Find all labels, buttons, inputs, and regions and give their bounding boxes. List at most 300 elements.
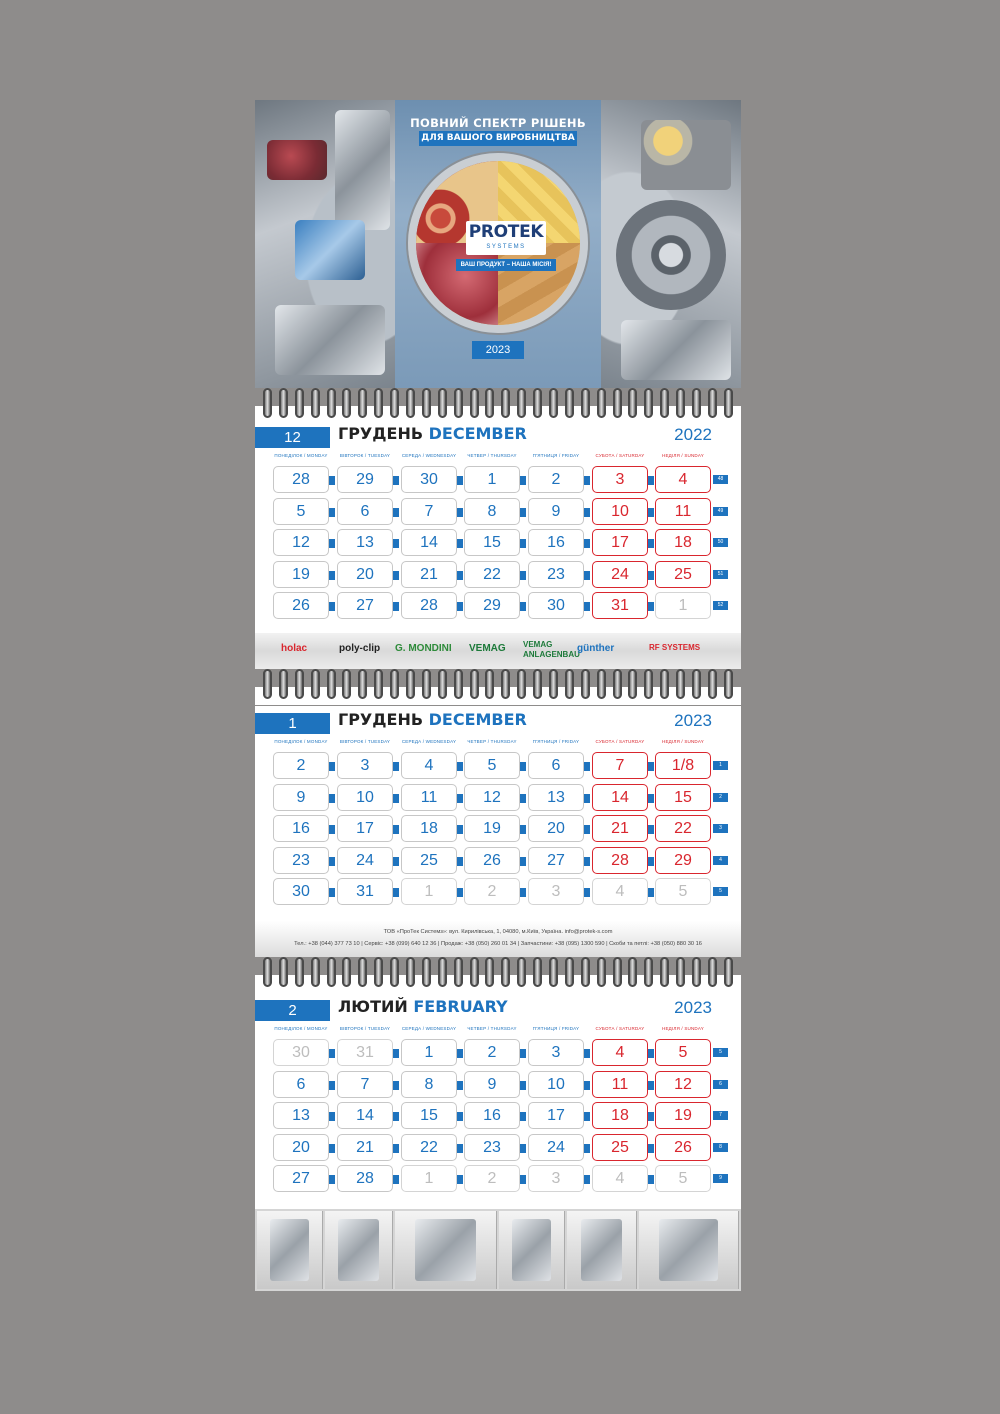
day-cell (592, 529, 648, 556)
cell-tab-marker (457, 508, 463, 517)
day-cell (337, 815, 393, 842)
binding-ring (565, 669, 574, 699)
day-number: 27 (356, 597, 374, 615)
day-number: 1 (424, 1044, 434, 1061)
month-name-en: DECEMBER (428, 710, 527, 729)
day-cell (337, 1165, 393, 1192)
day-number: 17 (611, 534, 629, 552)
binding-ring (342, 957, 351, 987)
week-number: 5 (713, 887, 728, 896)
cell-tab-marker (329, 794, 335, 803)
day-number: 15 (674, 788, 692, 806)
binding-ring (613, 957, 622, 987)
day-cell (401, 466, 457, 493)
cell-tab-marker (393, 1049, 399, 1058)
month-name-ua: ГРУДЕНЬ (338, 710, 424, 729)
weekday-label: ВІВТОРОК / TUESDAY (339, 1026, 391, 1031)
week-number: 1 (713, 761, 728, 770)
day-number: 26 (483, 851, 501, 869)
partner-logo: holac (281, 643, 308, 654)
day-number: 5 (487, 757, 497, 774)
equipment-photo (325, 1211, 393, 1289)
cell-tab-marker (648, 1081, 654, 1090)
month-year: 2023 (674, 998, 712, 1017)
day-cell (337, 752, 393, 779)
cell-tab-marker (457, 857, 463, 866)
year-badge: 2023 (472, 341, 524, 359)
binding-ring (708, 957, 717, 987)
cell-tab-marker (648, 539, 654, 548)
weekday-label: СУБОТА / SATURDAY (595, 1026, 645, 1031)
day-number: 30 (420, 471, 438, 488)
binding-ring (327, 957, 336, 987)
day-number: 26 (292, 597, 310, 615)
day-cell (401, 878, 457, 905)
binding-ring (628, 669, 637, 699)
binding-ring (279, 957, 288, 987)
cell-tab-marker (329, 602, 335, 611)
binding-ring (517, 388, 526, 418)
day-number: 31 (611, 597, 629, 615)
day-cell (273, 878, 329, 905)
day-number: 23 (483, 1138, 501, 1156)
day-cell (401, 1165, 457, 1192)
weekday-label: ВІВТОРОК / TUESDAY (339, 739, 391, 744)
day-number: 25 (674, 565, 692, 583)
day-cell (273, 784, 329, 811)
day-number: 5 (678, 1044, 688, 1061)
weekday-label: ЧЕТВЕР / THURSDAY (467, 453, 517, 458)
day-number: 4 (615, 883, 625, 901)
cell-tab-marker (393, 857, 399, 866)
day-cell (337, 847, 393, 874)
month-year: 2023 (674, 711, 712, 730)
binding-ring (549, 669, 558, 699)
cell-tab-marker (584, 602, 590, 611)
cell-tab-marker (457, 1144, 463, 1153)
day-cell (592, 1039, 648, 1066)
cell-tab-marker (329, 762, 335, 771)
weekday-label: П'ЯТНИЦЯ / FRIDAY (532, 1026, 580, 1031)
week-number: 48 (713, 475, 728, 484)
week-number: 51 (713, 570, 728, 579)
binding-ring (549, 388, 558, 418)
cell-tab-marker (457, 1112, 463, 1121)
day-cell (528, 878, 584, 905)
day-number: 7 (360, 1075, 370, 1093)
machinery-photo-left (255, 100, 395, 388)
day-cell (592, 815, 648, 842)
day-number: 21 (420, 565, 438, 583)
partner-logo: G. MONDINI (395, 643, 452, 654)
day-number: 12 (292, 534, 310, 552)
binding-ring (613, 669, 622, 699)
binding-ring (454, 957, 463, 987)
day-cell (464, 1134, 520, 1161)
partner-logo: RF SYSTEMS (649, 643, 701, 652)
week-number: 9 (713, 1174, 728, 1183)
day-number: 20 (547, 820, 565, 838)
day-cell (528, 1039, 584, 1066)
day-number: 10 (356, 788, 374, 806)
cell-tab-marker (520, 762, 526, 771)
day-cell (273, 752, 329, 779)
calendar-header-image (255, 100, 741, 388)
day-cell (592, 466, 648, 493)
day-number: 30 (292, 1044, 310, 1061)
day-number: 23 (547, 565, 565, 583)
binding-ring (501, 957, 510, 987)
day-number: 13 (547, 788, 565, 806)
binding-ring (263, 957, 272, 987)
day-number: 9 (296, 788, 306, 806)
cell-tab-marker (520, 571, 526, 580)
day-cell (655, 878, 711, 905)
binding-ring (358, 669, 367, 699)
cell-tab-marker (393, 476, 399, 485)
binding-ring (549, 957, 558, 987)
binding-ring (422, 957, 431, 987)
day-cell (528, 498, 584, 525)
day-cell (655, 561, 711, 588)
equipment-photo-strip (255, 1209, 741, 1291)
binding-ring (311, 957, 320, 987)
cell-tab-marker (457, 762, 463, 771)
cell-tab-marker (457, 571, 463, 580)
binding-ring (485, 388, 494, 418)
day-number: 6 (551, 757, 561, 774)
binding-ring (438, 388, 447, 418)
day-cell (464, 878, 520, 905)
binding-ring (470, 669, 479, 699)
cell-tab-marker (584, 476, 590, 485)
day-cell (401, 847, 457, 874)
day-number: 18 (420, 820, 438, 838)
day-cell (528, 466, 584, 493)
day-cell (401, 529, 457, 556)
day-number: 8 (424, 1075, 434, 1093)
binding-ring (517, 669, 526, 699)
day-number: 1 (424, 1170, 434, 1188)
partner-logo: poly-clip (339, 643, 381, 654)
cell-tab-marker (520, 1049, 526, 1058)
day-number: 13 (356, 534, 374, 552)
binding-ring (470, 957, 479, 987)
binding-ring (581, 388, 590, 418)
day-number: 11 (420, 788, 438, 806)
week-number: 3 (713, 824, 728, 833)
month-block-february-2023 (255, 993, 741, 1209)
day-cell (337, 1071, 393, 1098)
binding-ring (295, 388, 304, 418)
binding-ring (279, 669, 288, 699)
equipment-photo (499, 1211, 565, 1289)
day-cell (528, 847, 584, 874)
day-number: 5 (678, 883, 688, 901)
binding-ring (565, 388, 574, 418)
day-cell (273, 815, 329, 842)
day-cell (337, 498, 393, 525)
day-number: 7 (424, 502, 434, 520)
day-cell (592, 878, 648, 905)
day-cell (401, 815, 457, 842)
day-cell (273, 592, 329, 619)
day-number: 4 (615, 1170, 625, 1188)
contacts-phones: Тел.: +38 (044) 377 73 10 | Сервіс: +38 (099) 640 12 36 | Продаж: +38 (050) 260 01 34 | Запчастини: +38 (095) 1300 590 | Скоби та петлі: +38 (050) 880 30 16 (294, 941, 702, 947)
binding-ring (724, 957, 733, 987)
machinery-photo-right (601, 100, 741, 388)
day-cell (464, 1165, 520, 1192)
day-cell (401, 592, 457, 619)
binding-ring (708, 388, 717, 418)
day-number: 30 (547, 597, 565, 615)
day-cell (273, 1102, 329, 1129)
cell-tab-marker (584, 1081, 590, 1090)
day-cell (273, 498, 329, 525)
month-block-december-2022 (255, 420, 741, 633)
binding-ring (342, 669, 351, 699)
binding-ring (660, 388, 669, 418)
day-cell (401, 498, 457, 525)
cell-tab-marker (457, 825, 463, 834)
binding-ring (311, 669, 320, 699)
day-number: 7 (615, 757, 625, 774)
cell-tab-marker (648, 602, 654, 611)
cell-tab-marker (648, 857, 654, 866)
binding-ring (406, 957, 415, 987)
day-cell (464, 1071, 520, 1098)
cell-tab-marker (393, 1175, 399, 1184)
day-number: 3 (360, 757, 370, 774)
binding-ring (644, 957, 653, 987)
day-cell (592, 784, 648, 811)
cell-tab-marker (584, 825, 590, 834)
binding-ring (692, 957, 701, 987)
weekday-label: ЧЕТВЕР / THURSDAY (467, 739, 517, 744)
day-number: 28 (611, 851, 629, 869)
binding-ring (644, 388, 653, 418)
day-number: 28 (420, 597, 438, 615)
day-number: 23 (292, 851, 310, 869)
partner-logos-strip (255, 633, 741, 669)
binding-ring (644, 669, 653, 699)
day-cell (655, 1165, 711, 1192)
day-cell (655, 815, 711, 842)
day-number: 10 (547, 1075, 565, 1093)
day-cell (528, 1102, 584, 1129)
day-number: 14 (420, 534, 438, 552)
month-number: 12 (255, 427, 330, 448)
day-cell (464, 752, 520, 779)
day-number: 5 (678, 1170, 688, 1188)
cell-tab-marker (329, 825, 335, 834)
binding-ring (470, 388, 479, 418)
day-cell (464, 466, 520, 493)
weekday-label: СУБОТА / SATURDAY (595, 453, 645, 458)
day-number: 11 (611, 1075, 629, 1093)
cell-tab-marker (520, 1144, 526, 1153)
day-cell (337, 561, 393, 588)
day-cell (655, 752, 711, 779)
cell-tab-marker (393, 888, 399, 897)
cell-tab-marker (584, 1049, 590, 1058)
weekday-label: НЕДІЛЯ / SUNDAY (662, 453, 704, 458)
day-cell (337, 1102, 393, 1129)
equipment-photo (395, 1211, 497, 1289)
day-number: 26 (674, 1138, 692, 1156)
day-number: 28 (292, 471, 310, 488)
day-number: 4 (678, 471, 688, 488)
day-number: 12 (483, 788, 501, 806)
binding-ring (263, 388, 272, 418)
day-cell (337, 466, 393, 493)
weekday-label: ПОНЕДІЛОК / MONDAY (274, 739, 328, 744)
binding-ring (676, 669, 685, 699)
cell-tab-marker (329, 571, 335, 580)
binding-ring (676, 388, 685, 418)
day-number: 17 (547, 1107, 565, 1125)
day-number: 3 (551, 1170, 561, 1188)
day-cell (528, 815, 584, 842)
cell-tab-marker (457, 794, 463, 803)
binding-ring (501, 669, 510, 699)
subheadline: ДЛЯ ВАШОГО ВИРОБНИЦТВА (419, 131, 577, 146)
cell-tab-marker (393, 1081, 399, 1090)
headline: ПОВНИЙ СПЕКТР РІШЕНЬ (410, 116, 586, 130)
day-number: 29 (483, 597, 501, 615)
day-cell (464, 561, 520, 588)
weekday-label: ЧЕТВЕР / THURSDAY (467, 1026, 517, 1031)
day-number: 22 (420, 1138, 438, 1156)
day-cell (337, 529, 393, 556)
cell-tab-marker (393, 1112, 399, 1121)
day-number: 1 (424, 883, 434, 901)
cell-tab-marker (648, 794, 654, 803)
day-number: 2 (487, 1044, 497, 1061)
day-cell (464, 529, 520, 556)
day-number: 1/8 (671, 757, 695, 774)
cell-tab-marker (457, 602, 463, 611)
cell-tab-marker (393, 571, 399, 580)
week-number: 50 (713, 538, 728, 547)
day-number: 22 (483, 565, 501, 583)
day-cell (401, 784, 457, 811)
day-number: 2 (487, 1170, 497, 1188)
binding-ring (422, 388, 431, 418)
day-number: 6 (360, 502, 370, 520)
day-number: 31 (356, 883, 374, 901)
binding-ring (724, 669, 733, 699)
binding-ring (327, 388, 336, 418)
day-number: 25 (611, 1138, 629, 1156)
cell-tab-marker (329, 508, 335, 517)
binding-ring (406, 388, 415, 418)
cell-tab-marker (584, 888, 590, 897)
day-cell (401, 752, 457, 779)
day-cell (592, 1165, 648, 1192)
cell-tab-marker (648, 825, 654, 834)
day-number: 19 (483, 820, 501, 838)
day-cell (528, 1071, 584, 1098)
binding-ring (390, 957, 399, 987)
day-cell (528, 1134, 584, 1161)
binding-ring (628, 388, 637, 418)
weekday-label: СЕРЕДА / WEDNESDAY (401, 453, 457, 458)
weekday-label: П'ЯТНИЦЯ / FRIDAY (532, 453, 580, 458)
day-cell (592, 1134, 648, 1161)
day-cell (337, 1039, 393, 1066)
cell-tab-marker (648, 762, 654, 771)
weekday-label: СЕРЕДА / WEDNESDAY (401, 1026, 457, 1031)
cell-tab-marker (393, 794, 399, 803)
cell-tab-marker (584, 762, 590, 771)
day-number: 2 (296, 757, 306, 774)
day-cell (592, 1102, 648, 1129)
day-cell (655, 1071, 711, 1098)
binding-ring (358, 957, 367, 987)
month-year: 2022 (674, 425, 712, 444)
cell-tab-marker (648, 508, 654, 517)
cell-tab-marker (520, 1112, 526, 1121)
binding-ring (613, 388, 622, 418)
day-cell (464, 847, 520, 874)
cell-tab-marker (648, 1175, 654, 1184)
day-number: 18 (611, 1107, 629, 1125)
day-cell (337, 784, 393, 811)
cell-tab-marker (457, 1081, 463, 1090)
day-number: 1 (678, 597, 688, 615)
binding-ring (327, 669, 336, 699)
binding-ring (533, 957, 542, 987)
binding-ring (533, 669, 542, 699)
day-number: 24 (356, 851, 374, 869)
day-cell (464, 592, 520, 619)
week-number: 4 (713, 856, 728, 865)
day-cell (273, 466, 329, 493)
week-number: 8 (713, 1143, 728, 1152)
week-number: 6 (713, 1080, 728, 1089)
cell-tab-marker (520, 1175, 526, 1184)
equipment-photo (567, 1211, 637, 1289)
cell-tab-marker (457, 539, 463, 548)
cell-tab-marker (648, 476, 654, 485)
day-cell (337, 878, 393, 905)
weekday-label: ВІВТОРОК / TUESDAY (339, 453, 391, 458)
cell-tab-marker (584, 1175, 590, 1184)
day-cell (655, 466, 711, 493)
day-number: 3 (615, 471, 625, 488)
day-number: 14 (611, 788, 629, 806)
cell-tab-marker (329, 1049, 335, 1058)
cell-tab-marker (520, 857, 526, 866)
day-number: 8 (487, 502, 497, 520)
day-cell (592, 752, 648, 779)
week-number: 52 (713, 601, 728, 610)
day-cell (592, 847, 648, 874)
day-cell (401, 1071, 457, 1098)
binding-ring (565, 957, 574, 987)
cell-tab-marker (584, 508, 590, 517)
binding-ring (406, 669, 415, 699)
binding-ring (342, 388, 351, 418)
cell-tab-marker (648, 888, 654, 897)
day-number: 30 (292, 883, 310, 901)
binding-ring (660, 957, 669, 987)
binding-ring (501, 388, 510, 418)
day-cell (273, 1165, 329, 1192)
month-name-ua: ГРУДЕНЬ (338, 424, 424, 443)
partner-logo: VEMAG (469, 643, 506, 654)
